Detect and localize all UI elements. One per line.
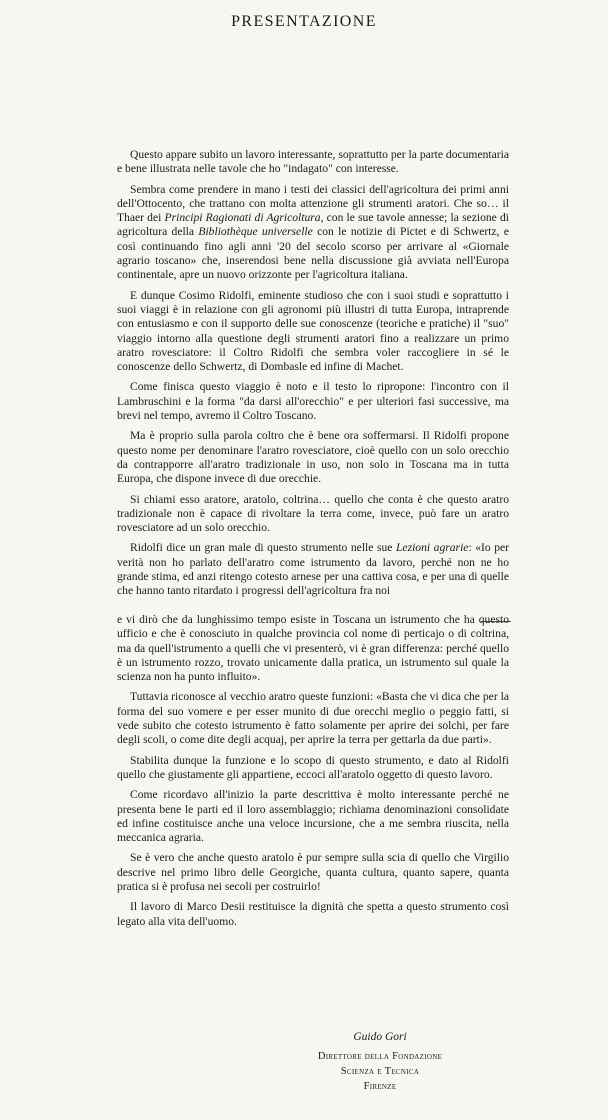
- paragraph: [117, 429, 509, 486]
- italic-title: Lezioni agrarie: [395, 541, 469, 555]
- text-run: , con le sue tavole annesse; la sezione di agricoltura della: [117, 211, 509, 239]
- paragraph: [117, 183, 509, 283]
- paragraph: [117, 900, 509, 929]
- paragraph: [117, 493, 509, 536]
- text-run: Come finisca questo viaggio è noto e il testo lo ripropone: l'incontro con il Lambruschini e la forma "da darsi all'orecchio" e per ulteriori fasi successive, ma brevi nel tempo, avremo il Coltro Toscano.: [117, 380, 509, 423]
- text-run: Ridolfi dice un gran male di questo strumento nelle sue: [130, 541, 396, 555]
- text-run: Come ricordavo all'inizio la parte descrittiva è molto interessante perché ne presenta bene le parti ed il loro assemblaggio; richiama denominazioni consolidate ed infine costituisce anche una veloce incursione, che a me sembra riuscita, nella meccanica agraria.: [117, 788, 509, 845]
- signature-role: Direttore della Fondazione: [317, 1051, 443, 1062]
- text-run: Stabilita dunque la funzione e lo scopo di questo strumento, e dato al Ridolfi quello che giustamente gli appartiene, eccoci all'aratolo oggetto di questo lavoro.: [117, 753, 509, 781]
- text-run: : «Io per verità non ho parlato dell'aratro come istrumento da lavoro, perché non ne ho grande stima, ed anzi ritengo cotesto arnese per una cattiva cosa, e per una di quelle che hanno tanto ritardato i progressi dell'agricoltura fra noi: [117, 541, 510, 598]
- signature-name: Guido Gori: [353, 1031, 407, 1043]
- text-run: con le notizie di Pictet e di Schwertz, e così continuando fino agli anni '20 del secolo scorso per arrivare al «Giornale agrario toscano» che, inserendosi bene nella discussione già avviata nell'Europa continentale, apre un nuovo orizzonte per l'agricoltura italiana.: [117, 225, 509, 282]
- body-text-bottom: [117, 613, 509, 935]
- signature-city: Firenze: [363, 1081, 397, 1092]
- signature-organization: Scienza e Tecnica: [340, 1066, 420, 1077]
- paragraph: [117, 613, 509, 684]
- text-run: Ma è proprio sulla parola coltro che è bene ora soffermarsi. Il Ridolfi propone questo nome per denominare l'aratro rovesciatore, cioè quello con un solo orecchio da contrapporre all'aratro tradizionale in uso, non solo in Toscana ma in tutta Europa, che dispone invece di due orecchie.: [117, 429, 509, 486]
- paragraph: [117, 380, 509, 423]
- paragraph: [117, 289, 509, 375]
- paragraph: [117, 690, 509, 747]
- body-text-top: [117, 148, 509, 605]
- page-title: PRESENTAZIONE: [231, 13, 377, 30]
- paragraph: [117, 541, 509, 598]
- italic-title: Principi Ragionati di Agricoltura: [164, 211, 321, 225]
- paragraph: [117, 148, 509, 177]
- text-run: Il lavoro di Marco Desii restituisce la dignità che spetta a questo strumento così legato alla vita dell'uomo.: [117, 900, 509, 928]
- paragraph: [117, 851, 509, 894]
- text-run: Questo appare subito un lavoro interessante, soprattutto per la parte documentaria e bene illustrata nelle tavole che ho "indagato" con interesse.: [117, 148, 509, 176]
- paragraph: [117, 754, 509, 783]
- text-run: E dunque Cosimo Ridolfi, eminente studioso che con i suoi studi e soprattutto i suoi viaggi è in relazione con gli agronomi più illustri di tutta Europa, intraprende con entusiasmo e con il supporto delle sue conoscenze (teoriche e pratiche) il "suo" viaggio intorno alla questione degli strumenti aratori fino a realizzare un primo aratro rovesciatore: il Coltro Ridolfi che sembra voler raccogliere in sé le conoscenze dello Schwertz, di Dombasle ed infine di Machet.: [117, 288, 509, 374]
- text-run: Tuttavia riconosce al vecchio aratro queste funzioni: «Basta che vi dica che per la forma del suo vomere e per esser munito di due orecchi meglio o peggio fatti, si vede subito che cotesto istrumento è fatto solamente per aprire dei solchi, per fare degli scoli, o come dite degli acquaj, per aprire la terra per gettarla da due parti».: [117, 690, 509, 747]
- text-run: Sembra come prendere in mano i testi dei classici dell'agricoltura dei primi anni dell'Ottocento, che trattano con molta attenzione gli strumenti aratori. Che so… il Thaer dei: [117, 182, 509, 225]
- text-run: e vi dirò che da lunghissimo tempo esiste in Toscana un istrumento che ha questo ufficio e che è conosciuto in qualche provincia col nome di perticajo o di coltrina, ma da quell'istrumento a quelli che vi presenterò, vi è gran differenza: perché quello è un istrumento rozzo, trovato unicamente dalla pratica, un istrumento sul quale la scienza non ha punto influito».: [117, 613, 509, 684]
- italic-title: Bibliothèque universelle: [198, 225, 313, 239]
- paragraph: [117, 788, 509, 845]
- text-run: Si chiami esso aratore, aratolo, coltrina… quello che conta è che questo aratro tradizionale non è capace di rivoltare la terra come, invece, può fare un aratro rovesciatore ad un solo orecchio.: [117, 492, 509, 535]
- text-run: Se è vero che anche questo aratolo è pur sempre sulla scia di quello che Virgilio descrive nel primo libro delle Georgiche, quanta cultura, quanto sapere, quanta pratica si è profusa nei secoli per costruirlo!: [117, 851, 509, 894]
